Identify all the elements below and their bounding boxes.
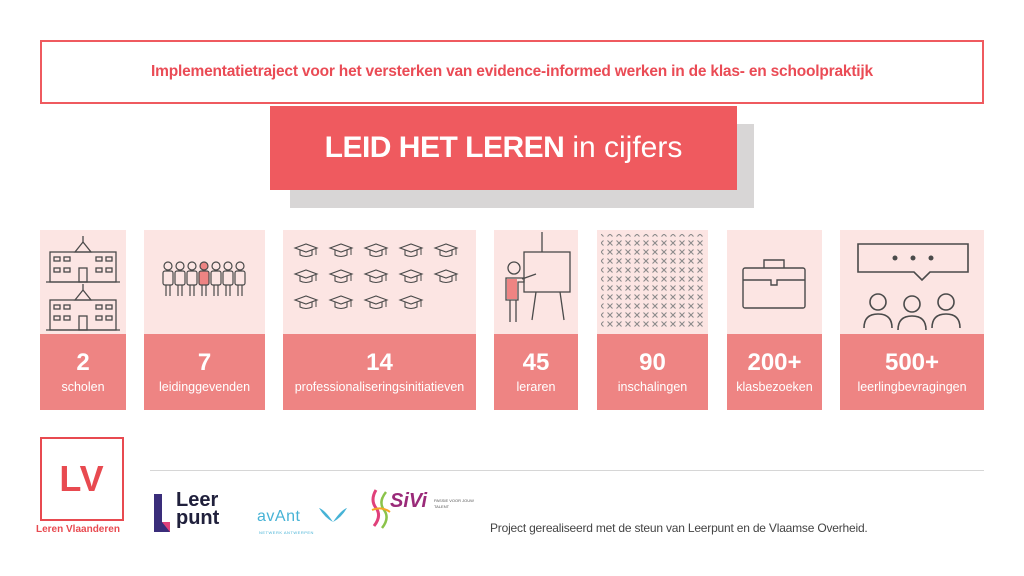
stat-tile-inschalingen bbox=[597, 230, 708, 410]
stat-value: 45 bbox=[522, 349, 550, 376]
stat-number-panel bbox=[727, 334, 822, 410]
stat-icon-panel bbox=[597, 230, 708, 334]
stat-number-panel bbox=[494, 334, 578, 410]
sivi-tagline: PASSIE VOOR JOUW TALENT bbox=[434, 498, 474, 509]
stat-number-panel bbox=[144, 334, 265, 410]
stat-tile-scholen bbox=[40, 230, 126, 410]
lv-logo-letters: LV bbox=[59, 458, 105, 499]
stat-label: leidinggevenden bbox=[158, 380, 251, 394]
avant-tagline: NETWERK ANTWERPEN bbox=[259, 530, 314, 535]
stat-label: professionaliseringsinitiatieven bbox=[294, 380, 465, 394]
stat-tile-leraren bbox=[494, 230, 578, 410]
sivi-logo bbox=[368, 484, 478, 534]
stat-label: leraren bbox=[516, 380, 556, 394]
stat-number-panel bbox=[283, 334, 476, 410]
stat-number-panel bbox=[840, 334, 984, 410]
stat-tile-leerlingbevragingen bbox=[840, 230, 984, 410]
title-banner bbox=[270, 106, 737, 190]
leren-vlaanderen-logo bbox=[40, 437, 124, 521]
pattern-grid-icon bbox=[597, 230, 708, 334]
bird-wings-icon bbox=[319, 506, 347, 526]
group-of-people-icon bbox=[144, 230, 265, 334]
stat-tile-leidinggevenden bbox=[144, 230, 265, 410]
lv-logo-caption: Leren Vlaanderen bbox=[36, 524, 120, 535]
speech-bubble-people-icon bbox=[840, 230, 984, 334]
footer-credit: Project gerealiseerd met de steun van Leerpunt en de Vlaamse Overheid. bbox=[490, 521, 868, 535]
stat-value: 2 bbox=[76, 349, 90, 376]
stat-icon-panel bbox=[40, 230, 126, 334]
stat-value: 7 bbox=[197, 349, 212, 376]
stat-icon-panel bbox=[727, 230, 822, 334]
avant-name: avAnt bbox=[257, 508, 301, 525]
title-light: in cijfers bbox=[572, 131, 683, 164]
graduation-caps-icon bbox=[283, 230, 476, 334]
briefcase-icon bbox=[727, 230, 822, 334]
stat-value: 500+ bbox=[884, 349, 940, 376]
subtitle-text: Implementatietraject voor het versterken van evidence-informed werken in de klas- en schoolpraktijk bbox=[151, 63, 873, 80]
stat-icon-panel bbox=[283, 230, 476, 334]
stat-label: leerlingbevragingen bbox=[857, 380, 967, 394]
stat-tile-professionaliseringsinitiatieven bbox=[283, 230, 476, 410]
stat-icon-panel bbox=[144, 230, 265, 334]
sivi-name: SiVi bbox=[390, 490, 428, 512]
title-strong: LEID HET LEREN bbox=[324, 131, 565, 164]
teacher-at-board-icon bbox=[494, 230, 578, 334]
stat-value: 14 bbox=[366, 349, 393, 376]
stat-icon-panel bbox=[494, 230, 578, 334]
stat-value: 90 bbox=[639, 349, 666, 376]
leerpunt-line-2: punt bbox=[176, 507, 220, 529]
stat-value: 200+ bbox=[747, 349, 802, 376]
avant-logo bbox=[257, 504, 357, 534]
stat-label: inschalingen bbox=[617, 380, 688, 394]
stat-label: klasbezoeken bbox=[736, 380, 813, 394]
footer-divider bbox=[150, 470, 984, 471]
stat-tile-klasbezoeken bbox=[727, 230, 822, 410]
leerpunt-logo bbox=[150, 490, 250, 534]
leerpunt-line-1: Leer bbox=[176, 489, 219, 511]
school-buildings-icon bbox=[40, 230, 126, 334]
stat-number-panel bbox=[40, 334, 126, 410]
stat-label: scholen bbox=[61, 380, 105, 394]
leerpunt-mark-icon bbox=[150, 492, 172, 536]
stat-icon-panel bbox=[840, 230, 984, 334]
stat-number-panel bbox=[597, 334, 708, 410]
subtitle-banner bbox=[40, 40, 984, 104]
